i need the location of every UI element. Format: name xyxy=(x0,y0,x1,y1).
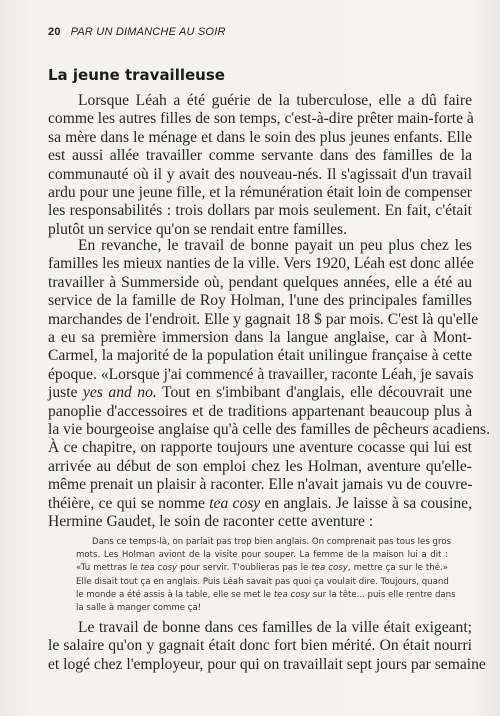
text-line: À ce chapitre, on rapporte toujours une aventure cocasse qui lui est xyxy=(48,439,472,457)
paragraph-3 xyxy=(48,619,486,674)
running-header xyxy=(48,26,226,38)
text-line: sa mère dans le ménage et dans le soin des plus jeunes enfants. Elle xyxy=(48,128,472,146)
text-line: la salle à manger comme ça! xyxy=(76,603,202,614)
block-quote xyxy=(76,536,456,615)
text-line: est aussi allée travailler comme servante dans des familles de la xyxy=(48,147,472,165)
text-line: même prenait un plaisir à raconter. Elle n'avait jamais vu de couvre- xyxy=(48,476,473,494)
text-line: familles les mieux nanties de la ville. Vers 1920, Léah est donc allée xyxy=(48,255,474,273)
text-line: marchandes de l'endroit. Elle y gagnait 18 $ par mois. C'est là qu'elle xyxy=(48,310,479,328)
text-line: le monde a été assis à la table, elle se met le tea cosy sur la tête... puis elle rentre dans xyxy=(76,589,456,600)
text-line: travailler à Summerside où, pendant quelques années, elle a été au xyxy=(48,273,472,291)
text-line: Hermine Gaudet, le soin de raconter cette aventure : xyxy=(48,513,374,531)
running-title: PAR UN DIMANCHE AU SOIR xyxy=(70,26,226,38)
text-line: comme les autres filles de son temps, c'est-à-dire prêter main-forte à xyxy=(48,110,474,128)
text-line: arrivée au début de son emploi chez les Holman, aventure qu'elle- xyxy=(48,457,472,475)
page-number: 20 xyxy=(48,26,61,38)
text-line: communauté où il y avait des nouveau-nés. Il s'agissait d'un travail xyxy=(48,165,472,183)
paragraph-1 xyxy=(48,92,472,239)
text-line: plutôt un service qu'on se rendait entre familles. xyxy=(48,220,347,238)
text-line: a eu sa première immersion dans la langue anglaise, car à Mont- xyxy=(48,329,472,347)
text-line: Le travail de bonne dans ces familles de la ville était exigeant; xyxy=(78,619,472,636)
text-line: En revanche, le travail de bonne payait un peu plus chez les xyxy=(78,237,472,254)
text-line: mots. Les Holman aviont de la visite pour souper. La femme de la maison lui a dit : xyxy=(76,550,448,561)
text-line: époque. «Lorsque j'ai commencé à travailler, raconte Léah, je savais xyxy=(48,365,474,383)
text-line: Dans ce temps-là, on parlait pas trop bien anglais. On comprenait pas tous les gros xyxy=(92,537,452,547)
text-line: Carmel, la majorité de la population était unilingue française à cette xyxy=(48,347,472,365)
section-heading: La jeune travailleuse xyxy=(48,66,225,84)
text-line: «Tu mettras le tea cosy pour servir. T'oublieras pas le tea cosy, mettre ça sur le thé.» xyxy=(76,563,448,574)
text-line: ardu pour une jeune fille, et la rémunération était loin de compenser xyxy=(48,184,472,202)
text-line: le salaire qu'on y gagnait était donc fort bien mérité. On était nourri xyxy=(48,637,472,655)
text-line: service de la famille de Roy Holman, l'une des principales familles xyxy=(48,292,472,310)
text-line: juste yes and no. Tout en s'imbibant d'anglais, elle découvrait une xyxy=(48,384,472,402)
text-line: Elle disait tout ça en anglais. Puis Léah savait pas quoi ça voulait dire. Toujours, quand xyxy=(76,576,449,587)
text-line: et logé chez l'employeur, pour qui on travaillait sept jours par semaine xyxy=(48,655,486,673)
text-line: la vie bourgeoise anglaise qu'à celle des familles de pêcheurs acadiens. xyxy=(48,421,491,439)
text-line: les responsabilités : trois dollars par mois seulement. En fait, c'était xyxy=(48,202,472,220)
paragraph-2 xyxy=(48,237,491,532)
text-line: théière, ce qui se nomme tea cosy en anglais. Je laisse à sa cousine, xyxy=(48,494,472,512)
text-line: panoplie d'accessoires et de traditions appartenant beaucoup plus à xyxy=(48,402,472,420)
text-line: Lorsque Léah a été guérie de la tuberculose, elle a dû faire xyxy=(78,92,472,109)
